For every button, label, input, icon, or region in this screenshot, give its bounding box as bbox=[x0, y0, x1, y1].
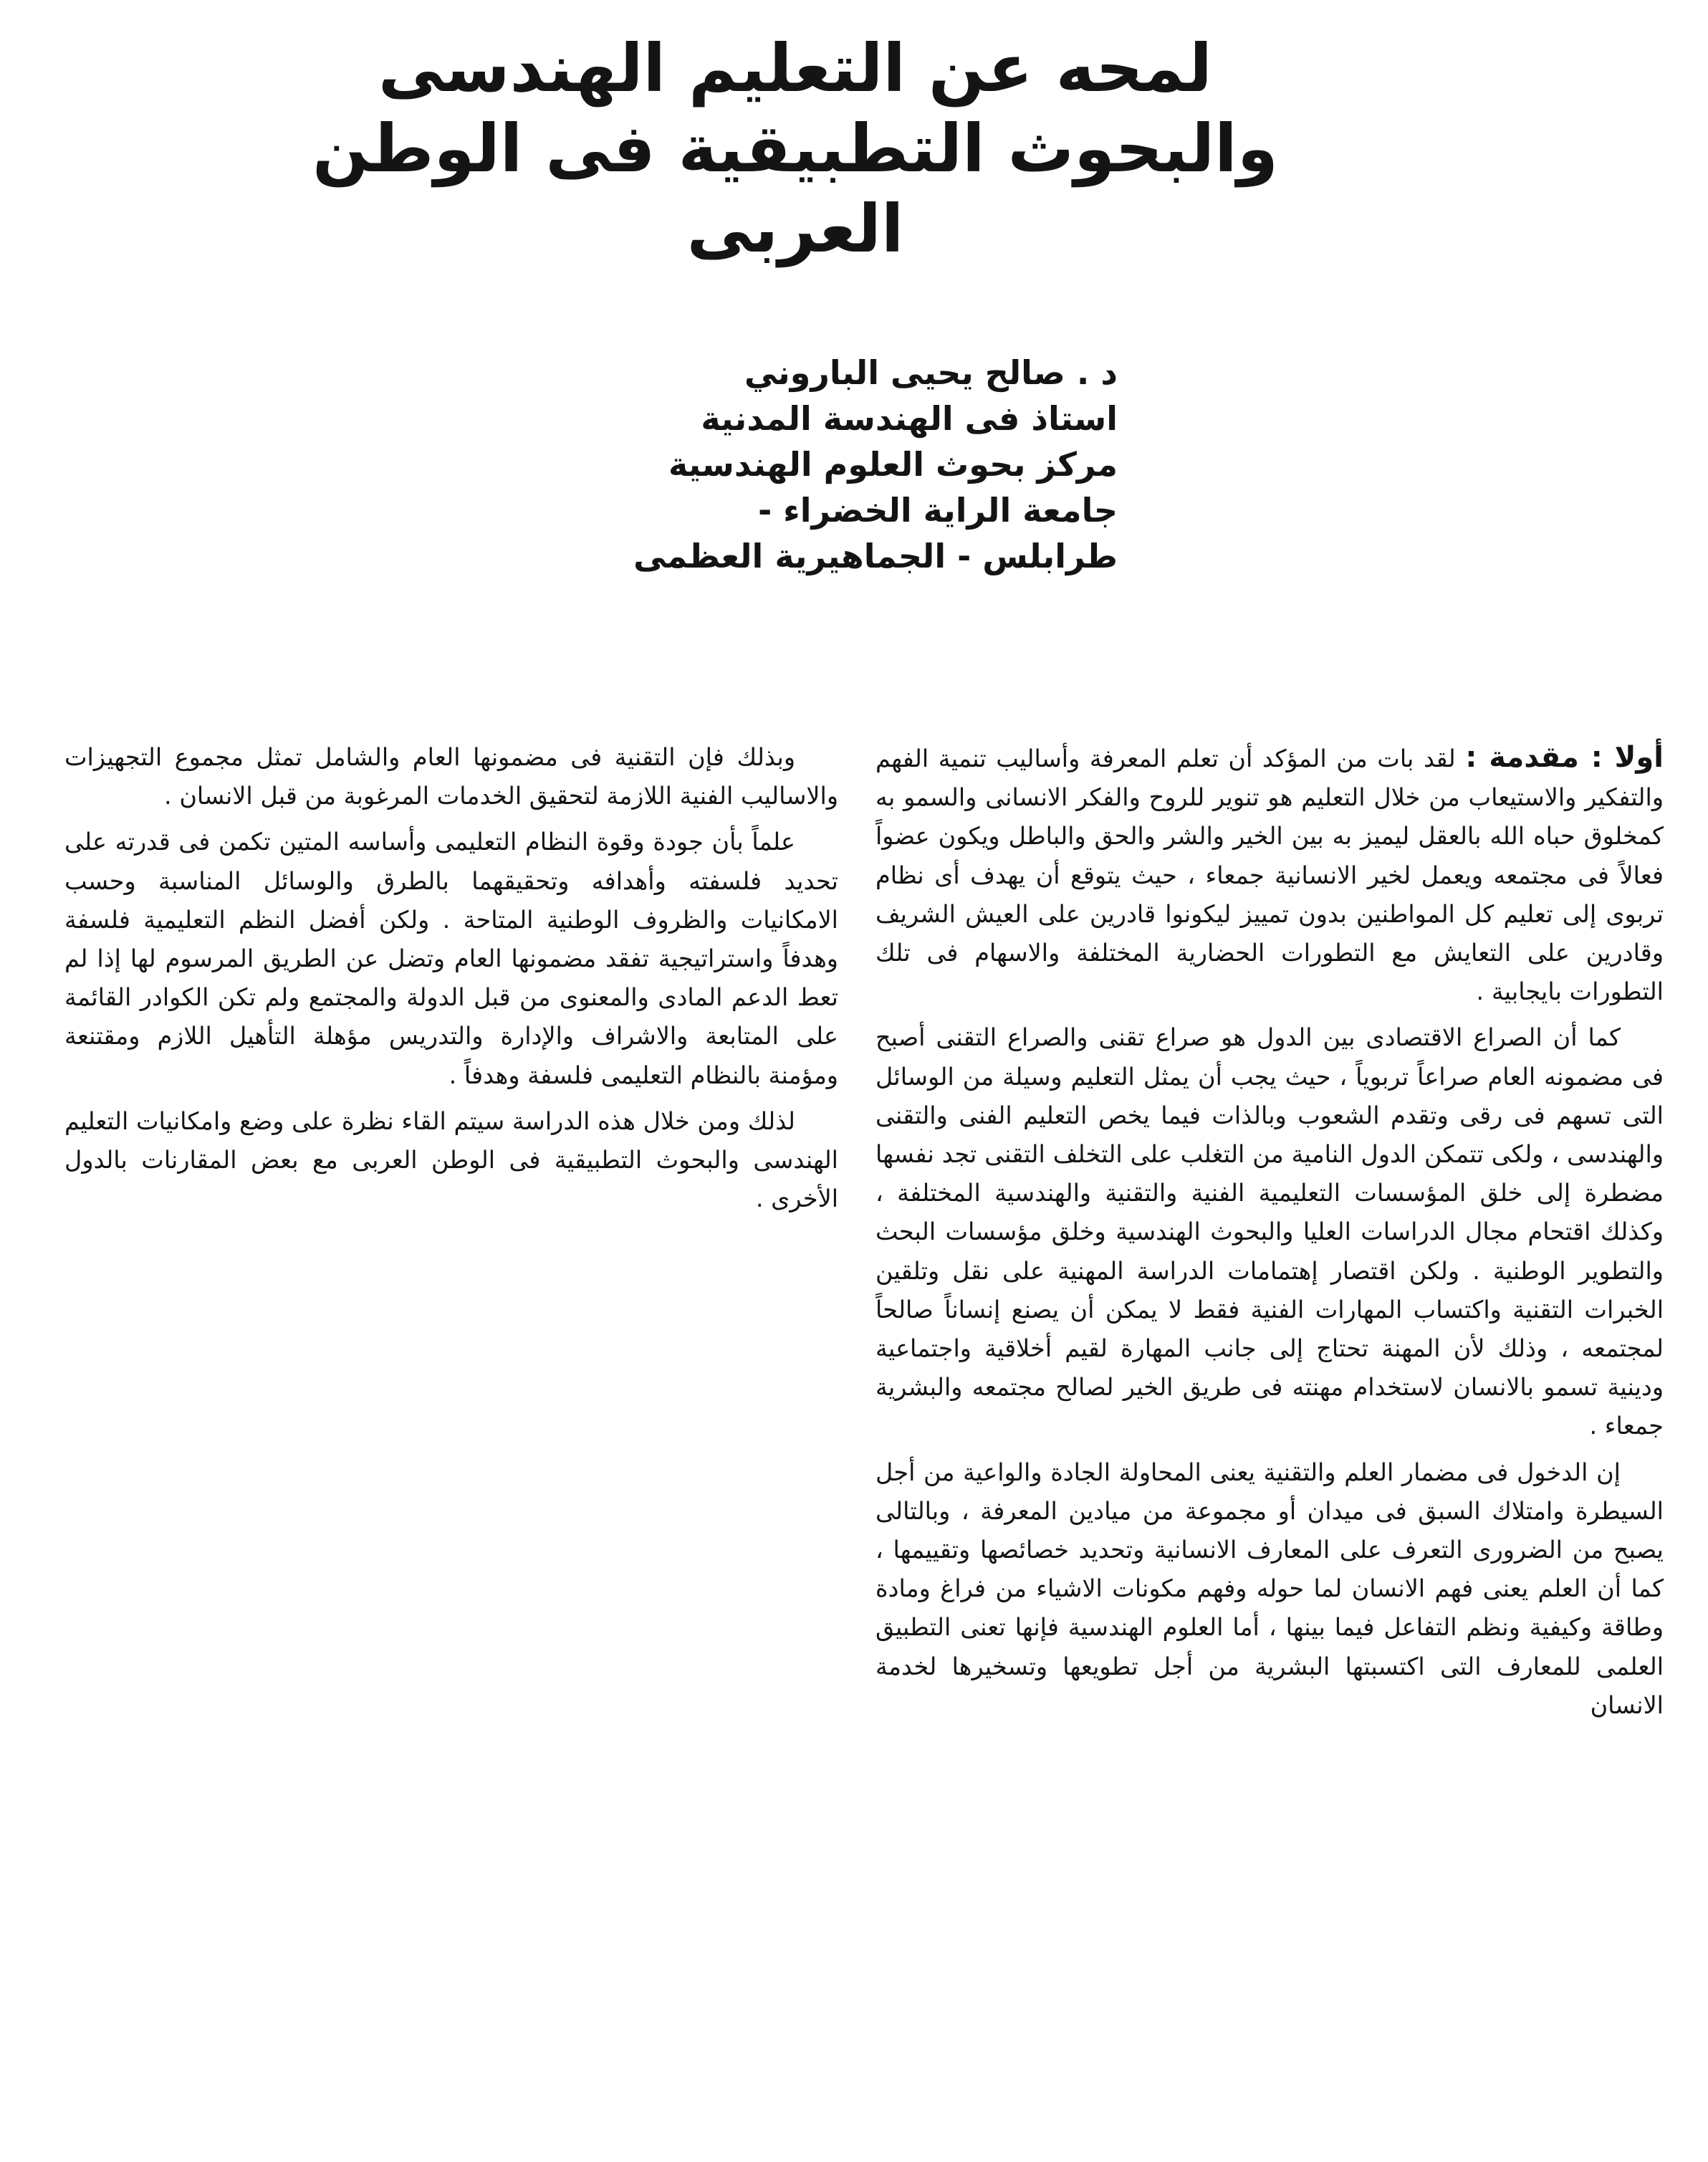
author-block bbox=[502, 350, 1118, 579]
section-heading: أولا : مقدمة : bbox=[1465, 741, 1664, 774]
title-line: العربى bbox=[686, 191, 904, 267]
article-title bbox=[308, 29, 1282, 269]
author-position: استاذ فى الهندسة المدنية bbox=[701, 399, 1118, 438]
author-university: جامعة الراية الخضراء - bbox=[758, 491, 1118, 530]
paragraph: لذلك ومن خلال هذه الدراسة سيتم القاء نظرة على وضع وامكانيات التعليم الهندسى والبحوث التطبيقية فى الوطن العربى مع بعض المقارنات بالدول الأخرى . bbox=[64, 1106, 838, 1213]
title-line: لمحه عن التعليم الهندسى bbox=[378, 30, 1212, 107]
paragraph-text: لقد بات من المؤكد أن تعلم المعرفة وأساليب تنمية الفهم والتفكير والاستيعاب من خلال التعليم هو تنوير للروح والفكر الانسانى والسمو به كمخلوق حباه الله بالعقل ليميز به بين الخير والشر والحق والباطل ويكون عضواً فعالاً فى مجتمعه ويعمل لخير الانسانية جمعاء ، حيث يتوقع أن يهدف أى نظام تربوى إلى تعليم كل المواطنين بدون تمييز ليكونوا قادرين على العيش الشريف وقادرين على التعايش مع التطورات الحضارية المختلفة والاسهام فى تلك التطورات بايجابية . bbox=[875, 745, 1664, 1006]
paragraph: علماً بأن جودة وقوة النظام التعليمى وأساسه المتين تكمن فى قدرته على تحديد فلسفته وأهدافه وتحقيقهما بالطرق والوسائل المناسبة وحسب الامكانيات والظروف الوطنية المتاحة . ولكن أفضل النظم التعليمية فلسفة وهدفاً واستراتيجية تفقد مضمونها العام وتضل عن الطريق المرسوم لها إذا لم تعط الدعم المادى والمعنوى من قبل الدولة والمجتمع ولم تكن الكوادر القائمة على المتابعة والاشراف والإدارة والتدريس مؤهلة التأهيل اللازم ومقتنعة ومؤمنة بالنظام التعليمى فلسفة وهدفاً . bbox=[64, 828, 838, 1089]
author-name: د . صالح يحيى الباروني bbox=[744, 353, 1118, 392]
author-location: طرابلس - الجماهيرية العظمى bbox=[633, 537, 1118, 575]
paragraph bbox=[875, 738, 1664, 1011]
title-line: والبحوث التطبيقية فى الوطن bbox=[312, 110, 1278, 187]
author-center: مركز بحوث العلوم الهندسية bbox=[668, 445, 1118, 484]
paragraph: وبذلك فإن التقنية فى مضمونها العام والشامل تمثل مجموع التجهيزات والاساليب الفنية اللازمة لتحقيق الخدمات المرغوبة من قبل الانسان . bbox=[64, 743, 838, 810]
paragraph: كما أن الصراع الاقتصادى بين الدول هو صراع تقنى والصراع التقنى أصبح فى مضمونه العام صراعاً تربوياً ، حيث يجب أن يمثل التعليم وسيلة من الوسائل التى تسهم فى رقى وتقدم الشعوب وبالذات فيما يخص التعليم الفنى والتقنى والهندسى ، ولكى تتمكن الدول النامية من التغلب على التخلف التقنى تجد نفسها مضطرة إلى خلق المؤسسات التعليمية الفنية والتقنية والهندسية المختلفة ، وكذلك اقتحام مجال الدراسات العليا والبحوث الهندسية وخلق مؤسسات البحث والتطوير الوطنية . ولكن اقتصار إهتمامات الدراسة المهنية على نقل وتلقين الخبرات التقنية واكتساب المهارات الفنية فقط لا يمكن أن يصنع إنساناً صالحاً لمجتمعه ، وذلك لأن المهنة تحتاج إلى جانب المهارة لقيم أخلاقية واجتماعية ودينية تسمو بالانسان لاستخدام مهنته فى طريق الخير لصالح مجتمعه والبشرية جمعاء . bbox=[875, 1023, 1664, 1440]
right-text-column bbox=[875, 738, 1664, 2143]
left-text-column bbox=[64, 738, 838, 1455]
paragraph: إن الدخول فى مضمار العلم والتقنية يعنى المحاولة الجادة والواعية من أجل السيطرة وامتلاك السبق فى ميدان أو مجموعة من ميادين المعرفة ، وبالتالى يصبح من الضرورى التعرف على المعارف الانسانية وتحديد خصائصها وتقييمها ، كما أن العلم يعنى فهم الانسان لما حوله وفهم مكونات الاشياء من فراغ ومادة وطاقة وكيفية ونظم التفاعل فيما بينها ، أما العلوم الهندسية فإنها تعنى التطبيق العلمى للمعارف التى اكتسبتها البشرية من أجل تطويعها وتسخيرها لخدمة الانسان bbox=[875, 1458, 1664, 1719]
